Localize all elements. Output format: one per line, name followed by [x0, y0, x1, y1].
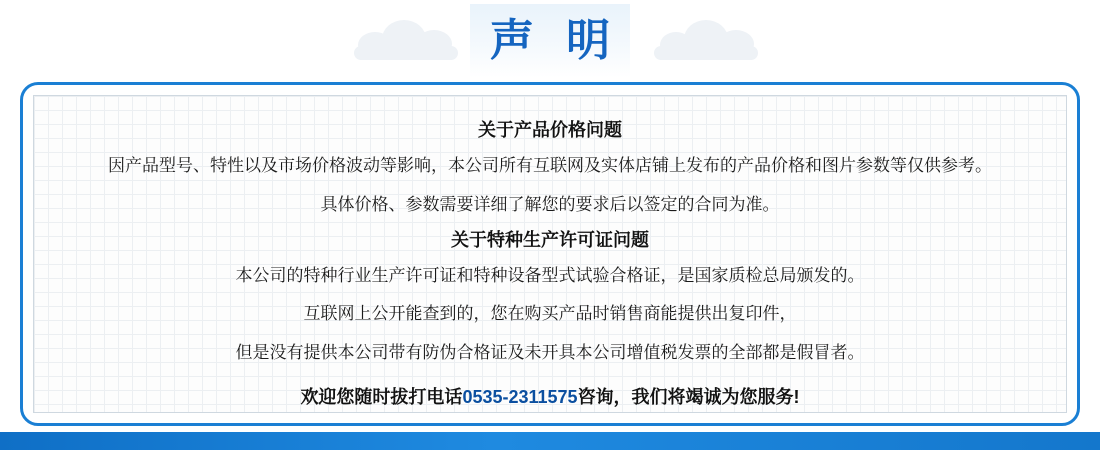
section-heading-price: 关于产品价格问题 [478, 120, 622, 140]
section-heading-license: 关于特种生产许可证问题 [451, 229, 649, 250]
page-title-text: 声 明 [489, 16, 621, 65]
contact-line [60, 384, 1040, 411]
contact-prefix: 欢迎您随时拔打电话 [300, 387, 463, 408]
declaration-panel-inner [33, 95, 1067, 413]
page-title [470, 4, 630, 78]
section-paragraph: 具体价格、参数需要详细了解您的要求后以签定的合同为准。 [320, 194, 780, 214]
declaration-panel [20, 82, 1080, 426]
bottom-accent-bar [0, 432, 1100, 450]
title-area [0, 0, 1100, 82]
contact-suffix: 咨询，我们将竭诚为您服务! [577, 387, 800, 408]
section-paragraph: 因产品型号、特性以及市场价格波动等影响，本公司所有互联网及实体店铺上发布的产品价格和图片参数等仅供参考。 [108, 156, 992, 176]
section-paragraph: 本公司的特种行业生产许可证和特种设备型式试验合格证，是国家质检总局颁发的。 [235, 266, 865, 286]
cloud-icon [652, 18, 762, 58]
section-paragraph: 互联网上公开能查到的，您在购买产品时销售商能提供出复印件， [303, 304, 797, 324]
contact-phone[interactable]: 0535-2311575 [462, 387, 578, 408]
cloud-icon [352, 18, 462, 58]
section-paragraph: 但是没有提供本公司带有防伪合格证及未开具本公司增值税发票的全部都是假冒者。 [235, 342, 865, 362]
